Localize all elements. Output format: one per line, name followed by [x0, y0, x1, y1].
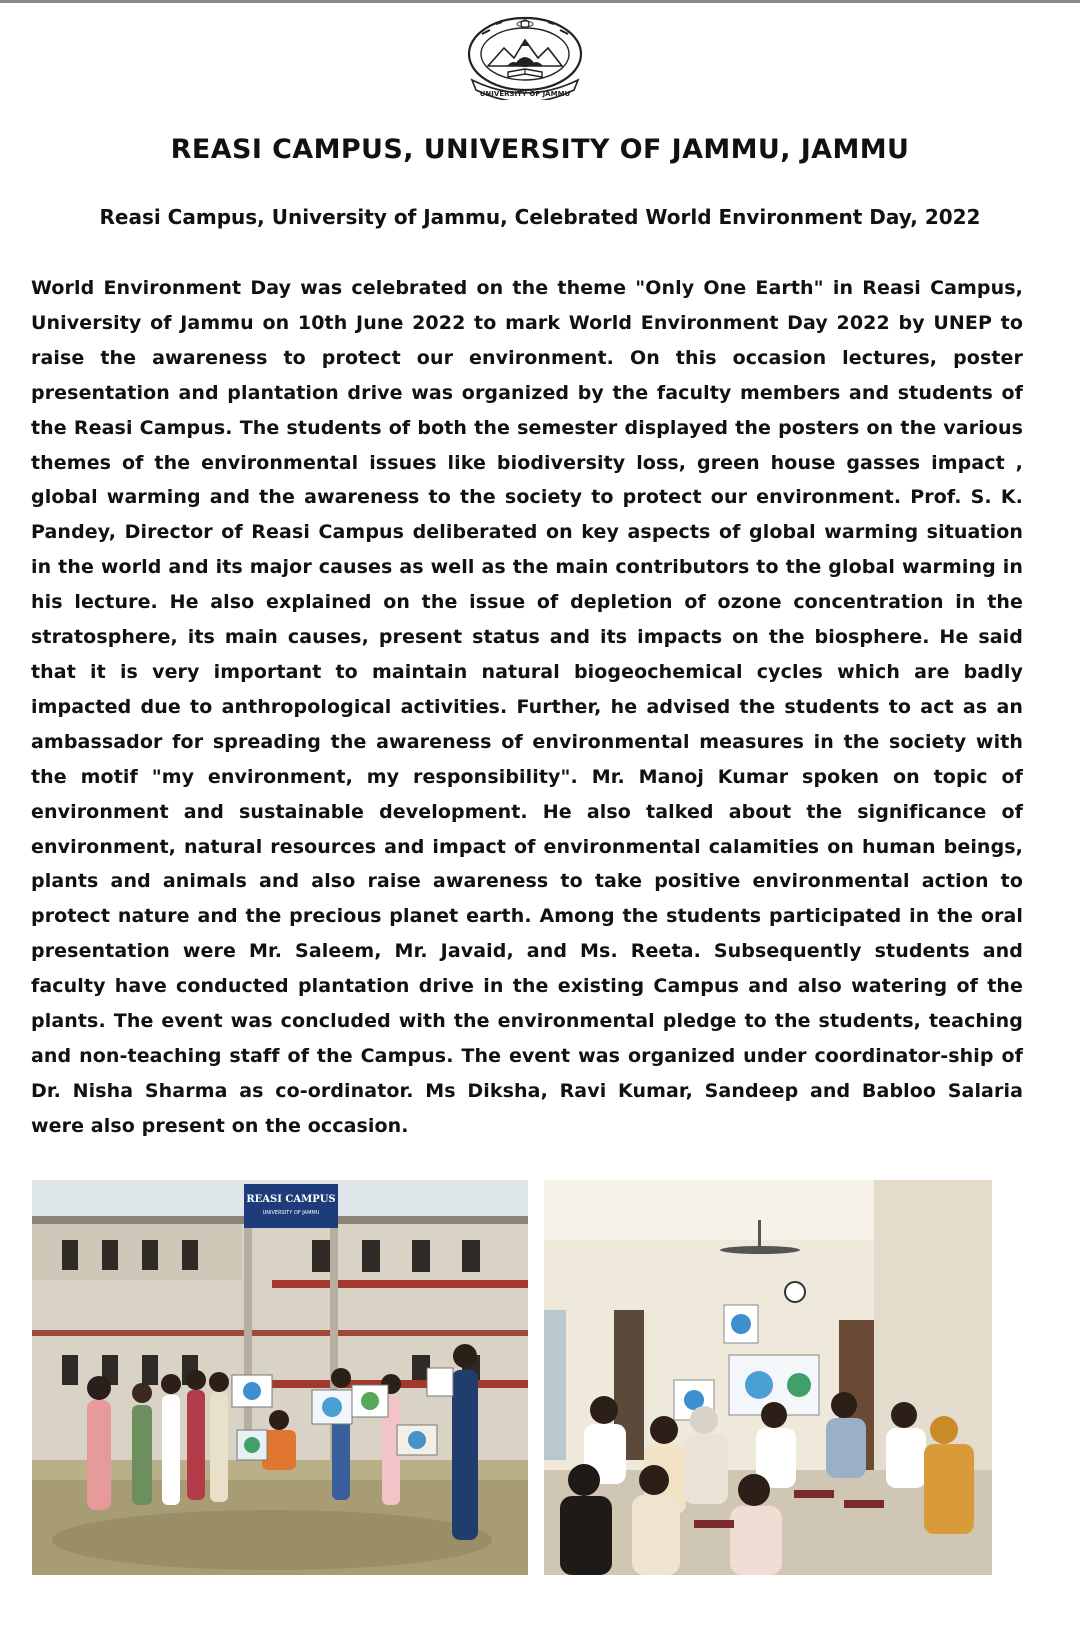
classroom-presentation-photo: [544, 1180, 992, 1575]
campus-sign-title: REASI CAMPUS: [246, 1194, 336, 1205]
university-seal-icon: [462, 14, 588, 100]
page-subtitle: Reasi Campus, University of Jammu, Celebrated World Environment Day, 2022: [99, 205, 981, 229]
top-rule: [0, 0, 1080, 3]
seal-ribbon-text: UNIVERSITY OF JAMMU: [479, 90, 571, 98]
university-seal-logo: [462, 14, 588, 100]
campus-sign-subtitle: UNIVERSITY OF JAMMU: [262, 1210, 320, 1216]
campus-plantation-photo: [32, 1180, 528, 1575]
page-title: REASI CAMPUS, UNIVERSITY OF JAMMU, JAMMU: [170, 134, 910, 165]
article-body: World Environment Day was celebrated on the theme "Only One Earth" in Reasi Campus, University of Jammu on 10th June 2022 to mark World Environment Day 2022 by UNEP to raise the awareness to protect our environment. On this occasion lectures, poster presentation and plantation drive was organized by the faculty members and students of the Reasi Campus. The students of both the semester displayed the posters on the various themes of the environmental issues like biodiversity loss, green house gasses impact , global warming and the awareness to the society to protect our environment. Prof. S. K. Pandey, Director of Reasi Campus deliberated on key aspects of global warming situation in the world and its major causes as well as the main contributors to the global warming in his lecture. He also explained on the issue of depletion of ozone concentration in the stratosphere, its main causes, present status and its impacts on the biosphere. He said that it is very important to maintain natural biogeochemical cycles which are badly impacted due to anthropological activities. Further, he advised the students to act as an ambassador for spreading the awareness of environmental measures in the society with the motif "my environment, my responsibility". Mr. Manoj Kumar spoken on topic of environment and sustainable development. He also talked about the significance of environment, natural resources and impact of environmental calamities on human beings, plants and animals and also raise awareness to take positive environmental action to protect nature and the precious planet earth. Among the students participated in the oral presentation were Mr. Saleem, Mr. Javaid, and Ms. Reeta. Subsequently students and faculty have conducted plantation drive in the existing Campus and also watering of the plants. The event was concluded with the environmental pledge to the students, teaching and non-teaching staff of the Campus. The event was organized under coordinator-ship of Dr. Nisha Sharma as co-ordinator. Ms Diksha, Ravi Kumar, Sandeep and Babloo Salaria were also present on the occasion.: [31, 277, 1023, 1137]
